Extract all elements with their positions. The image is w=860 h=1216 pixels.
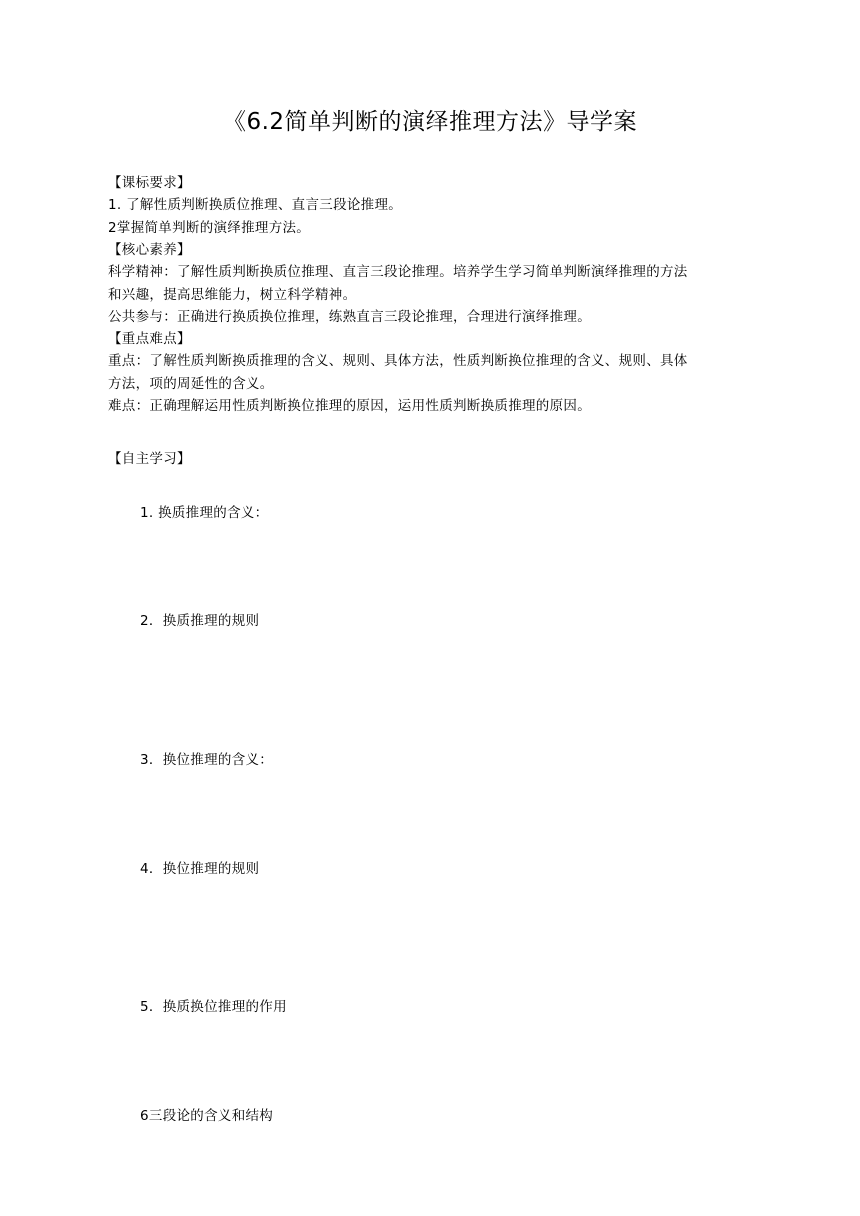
keypoints-line: 重点：了解性质判断换质推理的含义、规则、具体方法，性质判断换位推理的含义、规则、具体 (108, 353, 688, 369)
keypoints-line: 方法，项的周延性的含义。 (108, 375, 274, 392)
keypoints-text (108, 350, 756, 418)
question-4: 4．换位推理的规则 (140, 861, 260, 877)
literacy-line: 科学精神：了解性质判断换质位推理、直言三段论推理。培养学生学习简单判断演绎推理的方法 (108, 264, 688, 280)
question-3: 3．换位推理的含义： (140, 752, 274, 768)
literacy-text (108, 261, 756, 329)
question-6: 6三段论的含义和结构 (140, 1108, 274, 1124)
curriculum-list (108, 194, 756, 239)
keypoints-line: 难点：正确理解运用性质判断换位推理的原因，运用性质判断换质推理的原因。 (108, 398, 591, 414)
question-5: 5．换质换位推理的作用 (140, 999, 287, 1015)
literacy-line: 公共参与：正确进行换质换位推理，练熟直言三段论推理，合理进行演绎推理。 (108, 309, 591, 325)
self-study-heading: 【自主学习】 (108, 451, 191, 467)
document-title: 《6.2简单判断的演绎推理方法》导学案 (222, 109, 638, 135)
keypoints-heading: 【重点难点】 (108, 331, 191, 347)
curriculum-heading: 【课标要求】 (108, 175, 191, 191)
literacy-line: 和兴趣，提高思维能力，树立科学精神。 (108, 286, 357, 303)
question-1: 1. 换质推理的含义： (140, 505, 269, 521)
question-2: 2．换质推理的规则 (140, 613, 260, 629)
curriculum-item: 1. 了解性质判断换质位推理、直言三段论推理。 (108, 197, 403, 213)
literacy-heading: 【核心素养】 (108, 242, 191, 258)
curriculum-item: 2掌握简单判断的演绎推理方法。 (108, 219, 311, 236)
